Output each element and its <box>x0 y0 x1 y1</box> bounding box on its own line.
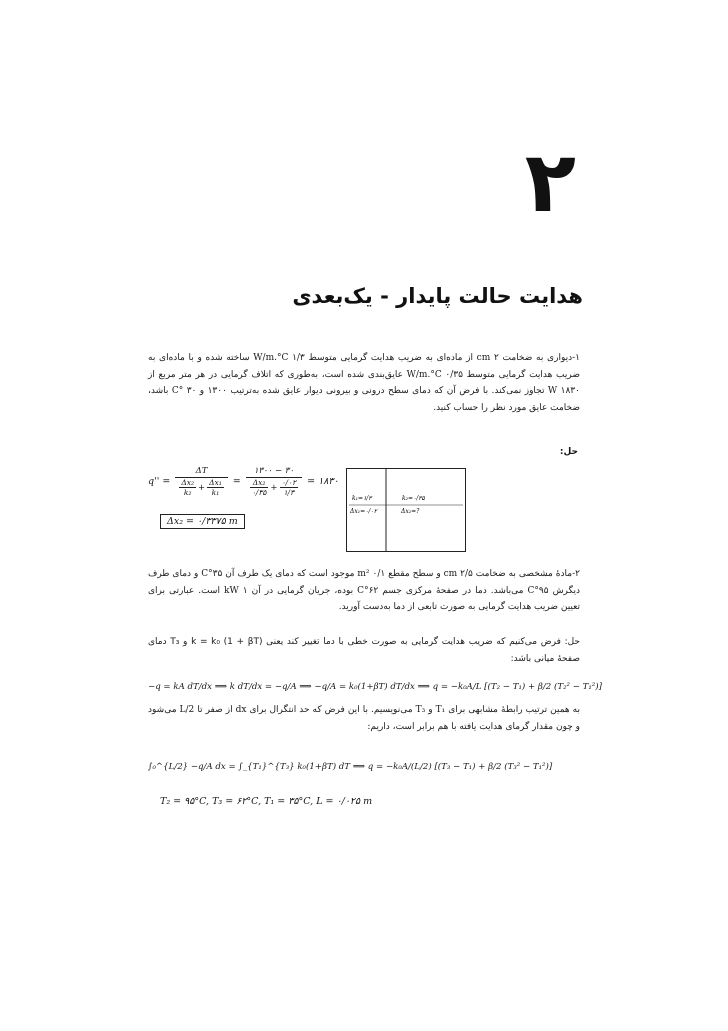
problem-1-equation: q'' = ΔT $\frac{\text{Δx₂}}{\text{k₂}}$ + $\frac{\text{Δx₁}}{\text{k₁}}$ = ۱۳۰۰ − ۳۰ $\frac{\text{Δx₂}}{۰/۳۵}$ + $\frac{۰/۰۲}{۱/۳}$ = ۱۸۳۰ <box>148 466 339 497</box>
eq-mid-a-num: Δx₂ <box>250 478 269 488</box>
eq-mid-b-den: ۱/۳ <box>283 488 295 497</box>
eq-num: ΔT <box>175 466 227 478</box>
problem-1-paragraph: ۱-دیواری به ضخامت ۲ cm از ماده‌ای به ضریب هدایت گرمایی متوسط ۱/۳ W/m.°C ساخته شده و با ماده‌ای به ضریب هدایت گرمایی متوسط ۰/۳۵ W/m.°C عایق‌بندی شده است، به‌طوری که اتلاف گرمایی در هر متر مربع از ۱۸۳۰ W تجاوز نمی‌کند. با فرض آن که دمای سطح درونی و بیرونی دیوار عایق شده به‌ترتیب ۱۳۰۰ و ۳۰ °C باشد، ضخامت عایق مورد نظر را حساب کنید. <box>148 353 581 413</box>
eq-den-a-den: k₂ <box>183 488 192 497</box>
eq-den: $\frac{\text{Δx₂}}{\text{k₂}}$ + $\frac{\text{Δx₁}}{\text{k₁}}$ <box>181 478 222 497</box>
eq-result: = ۱۸۳۰ <box>307 476 339 487</box>
eq-mid-num: ۱۳۰۰ − ۳۰ <box>246 466 302 478</box>
fig-k1-label: k₁=۱/۳ <box>352 495 372 502</box>
chapter-title: هدایت حالت پایدار - یک‌بعدی <box>292 284 583 308</box>
problem-1-text <box>148 350 580 416</box>
eq-fraction-values <box>246 466 302 497</box>
eq-den-b-num: Δx₁ <box>209 478 222 487</box>
equation-1: −q = kA dT/dx ⟹ k dT/dx = −q/A ⟹ −q/A = k₀(1+βT) dT/dx ⟹ q = −k₀A/L [(T₂ − T₁) + β/2 (T₂² − T₁²)] <box>148 682 602 692</box>
eq-fraction-main <box>175 466 227 497</box>
equation-2: ∫₀^{L/2} −q/A dx = ∫_{T₁}^{T₃} k₀(1+βT) dT ⟹ q = −k₀A/(L/2) [(T₃ − T₁) + β/2 (T₃² − T₁²)] <box>148 762 553 772</box>
middle-paragraph: به همین ترتیب رابطهٔ مشابهی برای T₁ و T₃ می‌نویسیم. با این فرض که حد انتگرال برای dx از صفر تا L/2 می‌شود و چون مقدار گرمای هدایت یافته با هم برابر است، داریم: <box>148 705 580 732</box>
eq-mid-den: $\frac{\text{Δx₂}}{۰/۳۵}$ + $\frac{۰/۰۲}{۱/۳}$ <box>251 478 297 497</box>
answer-box: Δx₂ = ۰/۳۳۷۵ m <box>160 514 245 529</box>
eq-mid-b-num: ۰/۰۲ <box>281 478 297 487</box>
fig-dx2-label: Δx₂=? <box>401 508 420 515</box>
solution-2-paragraph: حل: فرض می‌کنیم که ضریب هدایت گرمایی به صورت خطی با دما تغییر کند یعنی k = k₀ (1 + βT) و T₃ دمای صفحهٔ میانی باشد: <box>148 637 580 664</box>
eq-mid-a-den: ۰/۳۵ <box>251 488 267 497</box>
chapter-number: ۲ <box>524 133 576 231</box>
problem-2-paragraph: ۲-مادهٔ مشخصی به ضخامت ۲/۵ cm و سطح مقطع ۰/۱ m² موجود است که دمای یک طرف آن ۳۵°C و دمای طرف دیگرش ۹۵°C می‌باشد. دما در صفحهٔ مرکزی جسم ۶۲°C بوده، جریان گرمایی در آن ۱ kW است. عبارتی برای تعیین ضریب هدایت گرمایی به صورت تابعی از دما به‌دست آورید. <box>148 569 581 612</box>
eq-den-a-num: Δx₂ <box>181 478 194 487</box>
given-values: T₂ = ۹۵°C, T₃ = ۶۲°C, T₁ = ۳۵°C, L = ۰/۰۲۵ m <box>160 796 373 807</box>
solution-label-1: حل: <box>559 447 578 457</box>
eq-lhs: q'' = <box>148 476 171 487</box>
fig-dx1-label: Δx₁=۰/۰۲ <box>350 508 377 515</box>
solution-2-text <box>148 634 580 667</box>
eq-den-b-den: k₁ <box>211 488 220 497</box>
problem-2-text <box>148 566 580 616</box>
fig-k2-label: k₂=۰/۳۵ <box>402 495 425 502</box>
wall-diagram <box>346 468 466 552</box>
middle-text <box>148 702 580 735</box>
